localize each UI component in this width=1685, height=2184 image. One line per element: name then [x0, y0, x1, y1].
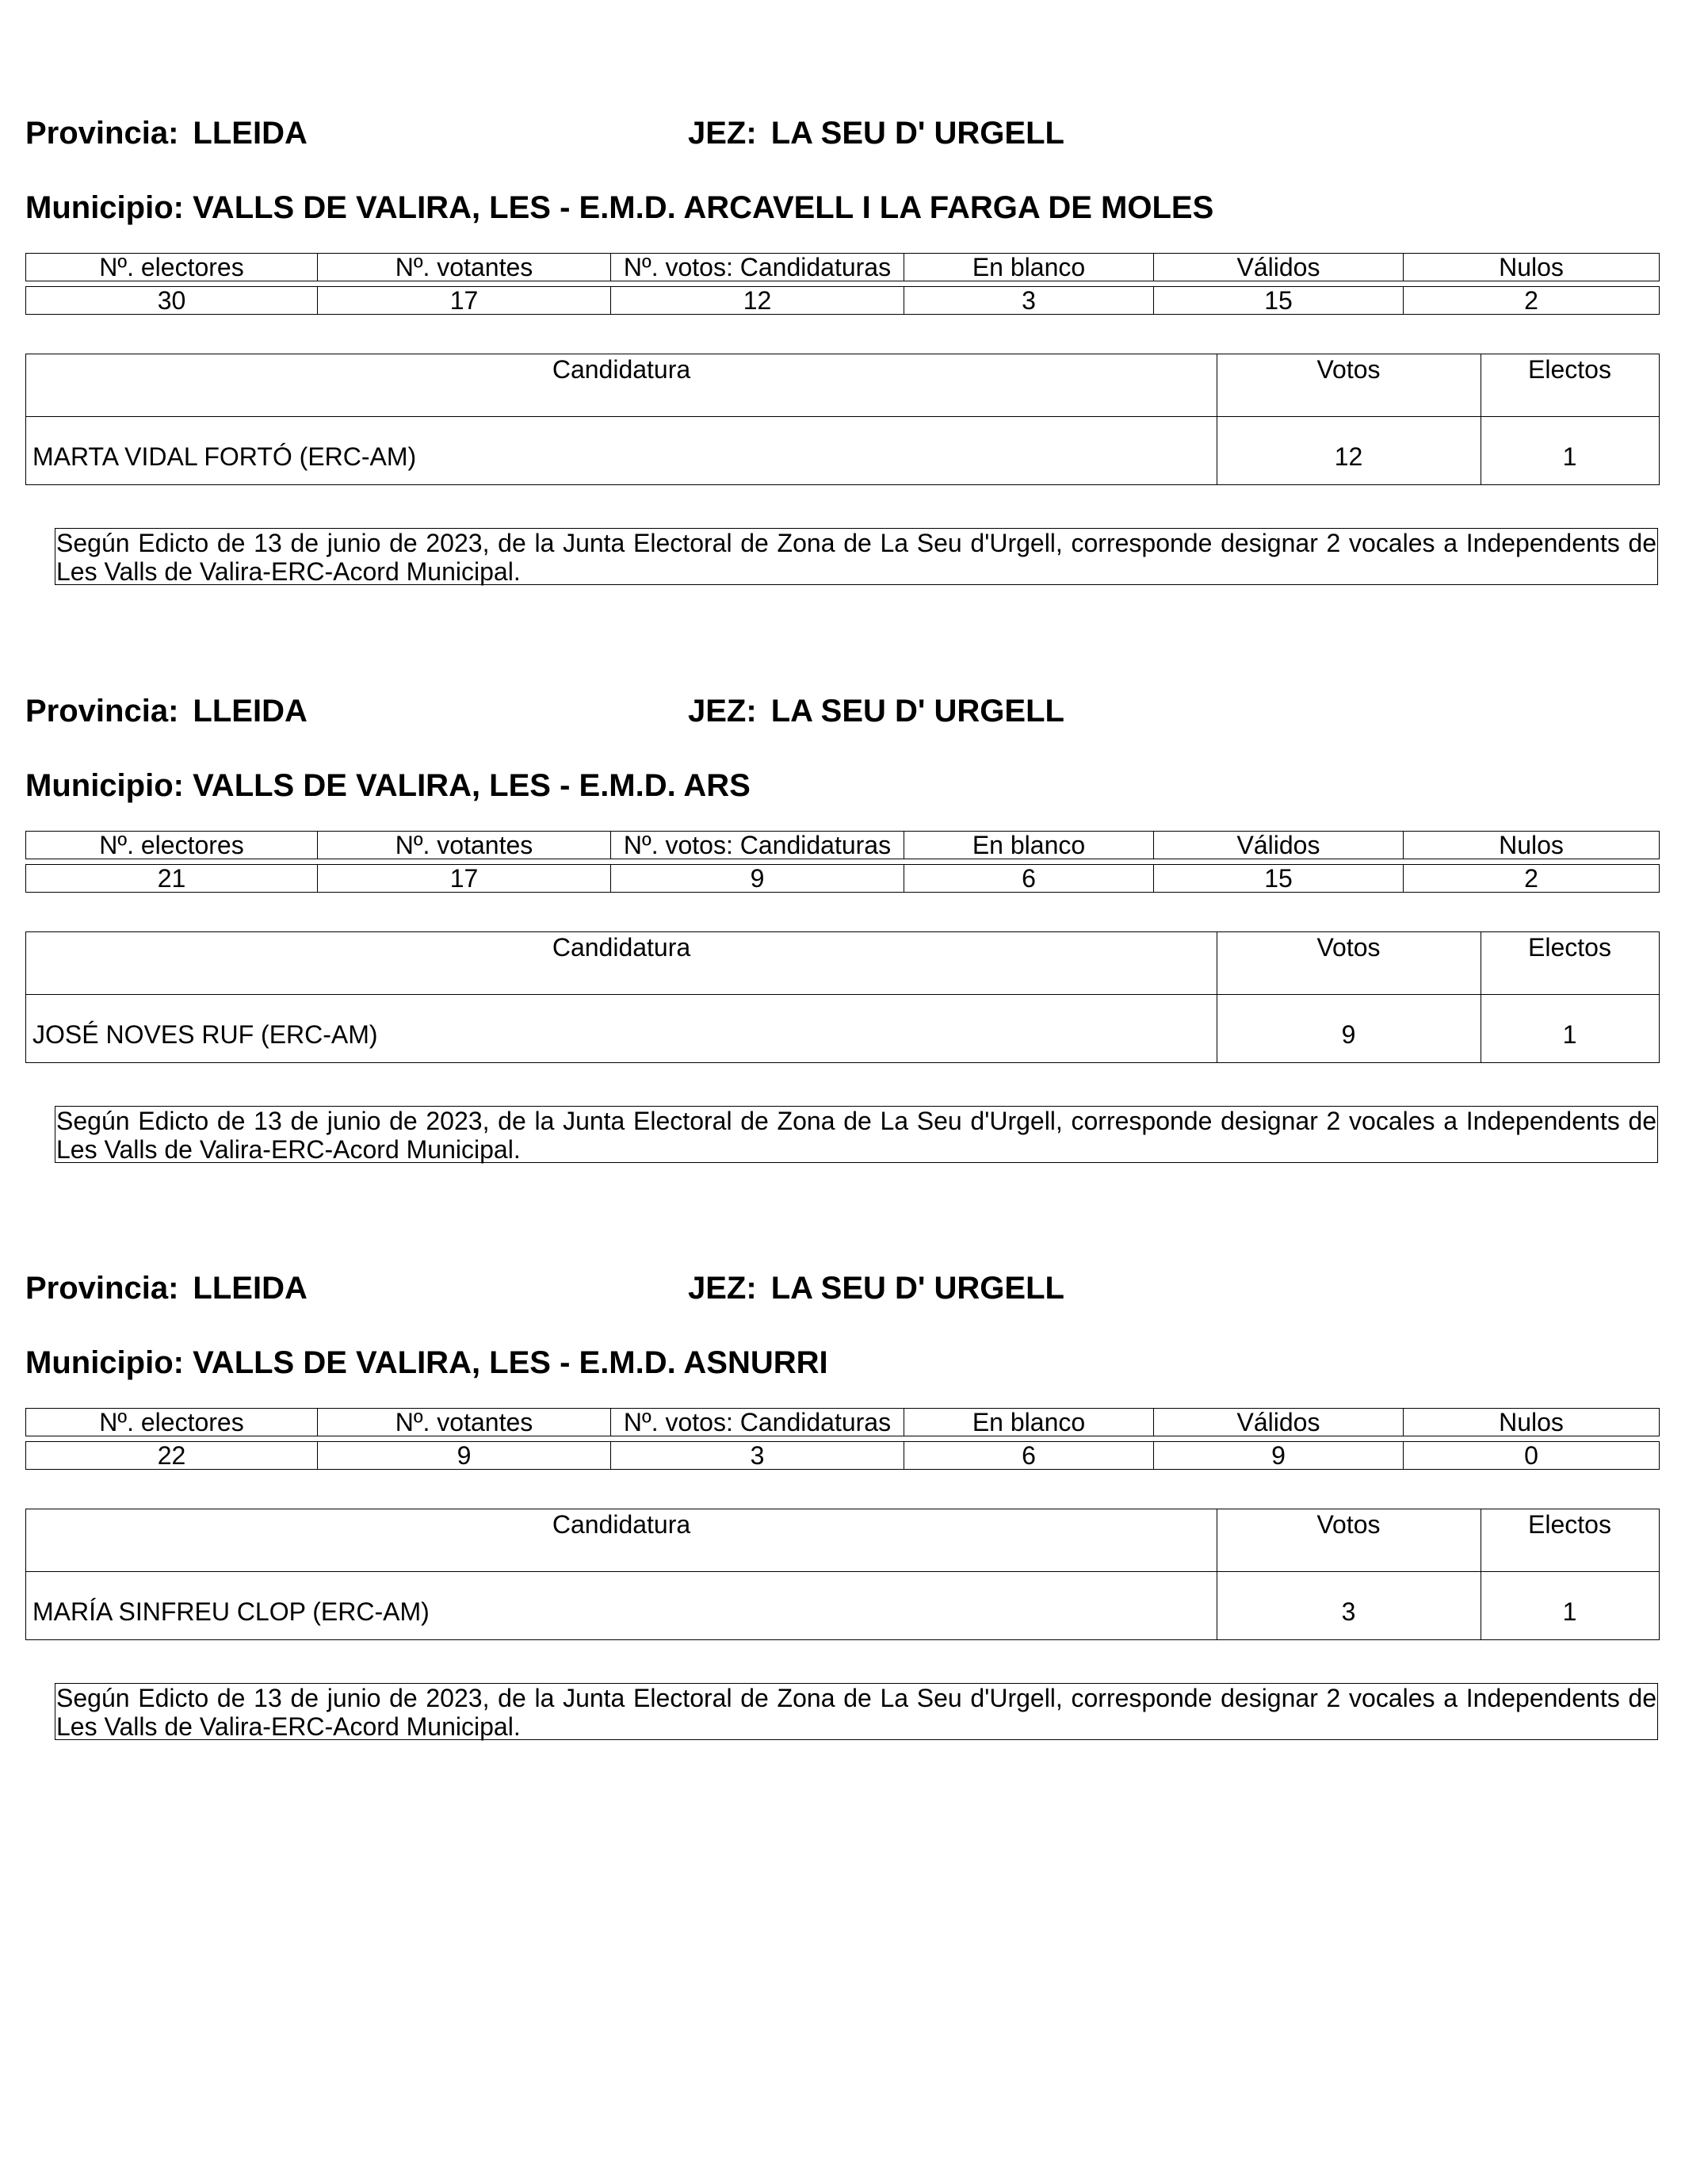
jez-value: LA SEU D' URGELL [770, 116, 1064, 151]
edict-note: Según Edicto de 13 de junio de 2023, de la Junta Electoral de Zona de La Seu d'Urgell, corresponde designar 2 vocales a Independents de Les Valls de Valira-ERC-Acord Municipal. [56, 1684, 1656, 1741]
provincia-heading [25, 692, 308, 730]
candidatura-header: Candidatura [552, 355, 691, 384]
stats-table [25, 1403, 1660, 1474]
jez-label: JEZ: [688, 1271, 757, 1306]
candidatura-header: Candidatura [552, 933, 691, 962]
stats-value-row [25, 286, 1660, 315]
stats-header-votos-candidaturas: Nº. votos: Candidaturas [611, 253, 904, 281]
candidate-name: JOSÉ NOVES RUF (ERC-AM) [32, 1020, 378, 1049]
candidate-votos: 12 [1334, 442, 1363, 471]
stats-value-votos-candidaturas: 9 [611, 864, 904, 893]
votos-header: Votos [1316, 355, 1381, 384]
municipio-heading [25, 767, 751, 805]
electos-header: Electos [1528, 355, 1611, 384]
jez-heading [688, 692, 1064, 730]
stats-value-nulos: 0 [1404, 1441, 1660, 1470]
municipio-label: Municipio: [25, 1345, 184, 1380]
municipio-value: VALLS DE VALIRA, LES - E.M.D. ARCAVELL I LA FARGA DE MOLES [193, 190, 1214, 225]
candidate-name: MARTA VIDAL FORTÓ (ERC-AM) [32, 442, 417, 471]
provincia-label: Provincia: [25, 116, 179, 151]
jez-label: JEZ: [688, 694, 757, 729]
stats-header-votos-candidaturas: Nº. votos: Candidaturas [611, 831, 904, 859]
stats-header-votantes: Nº. votantes [318, 1408, 611, 1436]
provincia-value: LLEIDA [193, 694, 308, 729]
stats-header-electores: Nº. electores [25, 253, 318, 281]
municipio-heading [25, 1344, 828, 1382]
stats-value-electores: 30 [25, 286, 318, 315]
stats-header-en-blanco: En blanco [904, 831, 1154, 859]
result-section-2 [25, 692, 1660, 1247]
stats-value-validos: 15 [1154, 286, 1404, 315]
provincia-heading [25, 114, 308, 152]
stats-value-votos-candidaturas: 3 [611, 1441, 904, 1470]
candidatura-table [25, 1509, 1660, 1640]
candidate-electos: 1 [1562, 1020, 1577, 1049]
municipio-label: Municipio: [25, 190, 184, 225]
stats-value-en-blanco: 3 [904, 286, 1154, 315]
provincia-value: LLEIDA [193, 116, 308, 151]
candidate-electos: 1 [1562, 1597, 1577, 1626]
stats-value-votos-candidaturas: 12 [611, 286, 904, 315]
stats-value-nulos: 2 [1404, 864, 1660, 893]
jez-value: LA SEU D' URGELL [770, 1271, 1064, 1306]
votos-header: Votos [1316, 1510, 1381, 1539]
votos-header: Votos [1316, 933, 1381, 962]
stats-value-electores: 22 [25, 1441, 318, 1470]
result-section-3 [25, 1269, 1660, 1824]
stats-header-nulos: Nulos [1404, 1408, 1660, 1436]
candidate-electos: 1 [1562, 442, 1577, 471]
stats-header-validos: Válidos [1154, 831, 1404, 859]
stats-value-electores: 21 [25, 864, 318, 893]
stats-header-validos: Válidos [1154, 253, 1404, 281]
stats-header-votos-candidaturas: Nº. votos: Candidaturas [611, 1408, 904, 1436]
stats-header-row [25, 253, 1660, 281]
table-divider [26, 994, 1659, 995]
result-section-1 [25, 114, 1660, 669]
stats-header-nulos: Nulos [1404, 831, 1660, 859]
stats-header-electores: Nº. electores [25, 1408, 318, 1436]
candidatura-header: Candidatura [552, 1510, 691, 1539]
candidatura-table [25, 931, 1660, 1063]
municipio-label: Municipio: [25, 768, 184, 803]
electos-header: Electos [1528, 1510, 1611, 1539]
stats-value-row [25, 1441, 1660, 1470]
jez-heading [688, 114, 1064, 152]
stats-value-validos: 9 [1154, 1441, 1404, 1470]
edict-note: Según Edicto de 13 de junio de 2023, de la Junta Electoral de Zona de La Seu d'Urgell, corresponde designar 2 vocales a Independents de Les Valls de Valira-ERC-Acord Municipal. [56, 529, 1656, 586]
stats-header-row [25, 1408, 1660, 1436]
stats-header-nulos: Nulos [1404, 253, 1660, 281]
stats-header-en-blanco: En blanco [904, 1408, 1154, 1436]
stats-value-en-blanco: 6 [904, 864, 1154, 893]
stats-header-row [25, 831, 1660, 859]
stats-value-en-blanco: 6 [904, 1441, 1154, 1470]
electos-header: Electos [1528, 933, 1611, 962]
table-divider [26, 1571, 1659, 1572]
provincia-value: LLEIDA [193, 1271, 308, 1306]
stats-value-votantes: 9 [318, 1441, 611, 1470]
table-divider [26, 416, 1659, 417]
stats-value-row [25, 864, 1660, 893]
candidate-votos: 3 [1341, 1597, 1356, 1626]
municipio-value: VALLS DE VALIRA, LES - E.M.D. ASNURRI [193, 1345, 828, 1380]
stats-table [25, 248, 1660, 319]
stats-header-votantes: Nº. votantes [318, 831, 611, 859]
provincia-heading [25, 1269, 308, 1307]
stats-header-electores: Nº. electores [25, 831, 318, 859]
stats-value-votantes: 17 [318, 864, 611, 893]
jez-value: LA SEU D' URGELL [770, 694, 1064, 729]
provincia-label: Provincia: [25, 1271, 179, 1306]
stats-table [25, 826, 1660, 897]
stats-header-en-blanco: En blanco [904, 253, 1154, 281]
jez-heading [688, 1269, 1064, 1307]
stats-header-votantes: Nº. votantes [318, 253, 611, 281]
stats-value-validos: 15 [1154, 864, 1404, 893]
edict-note: Según Edicto de 13 de junio de 2023, de la Junta Electoral de Zona de La Seu d'Urgell, corresponde designar 2 vocales a Independents de Les Valls de Valira-ERC-Acord Municipal. [56, 1107, 1656, 1164]
stats-header-validos: Válidos [1154, 1408, 1404, 1436]
jez-label: JEZ: [688, 116, 757, 151]
candidatura-table [25, 354, 1660, 485]
provincia-label: Provincia: [25, 694, 179, 729]
stats-value-nulos: 2 [1404, 286, 1660, 315]
candidate-votos: 9 [1341, 1020, 1356, 1049]
municipio-value: VALLS DE VALIRA, LES - E.M.D. ARS [193, 768, 751, 803]
candidate-name: MARÍA SINFREU CLOP (ERC-AM) [32, 1597, 430, 1626]
municipio-heading [25, 189, 1213, 227]
stats-value-votantes: 17 [318, 286, 611, 315]
